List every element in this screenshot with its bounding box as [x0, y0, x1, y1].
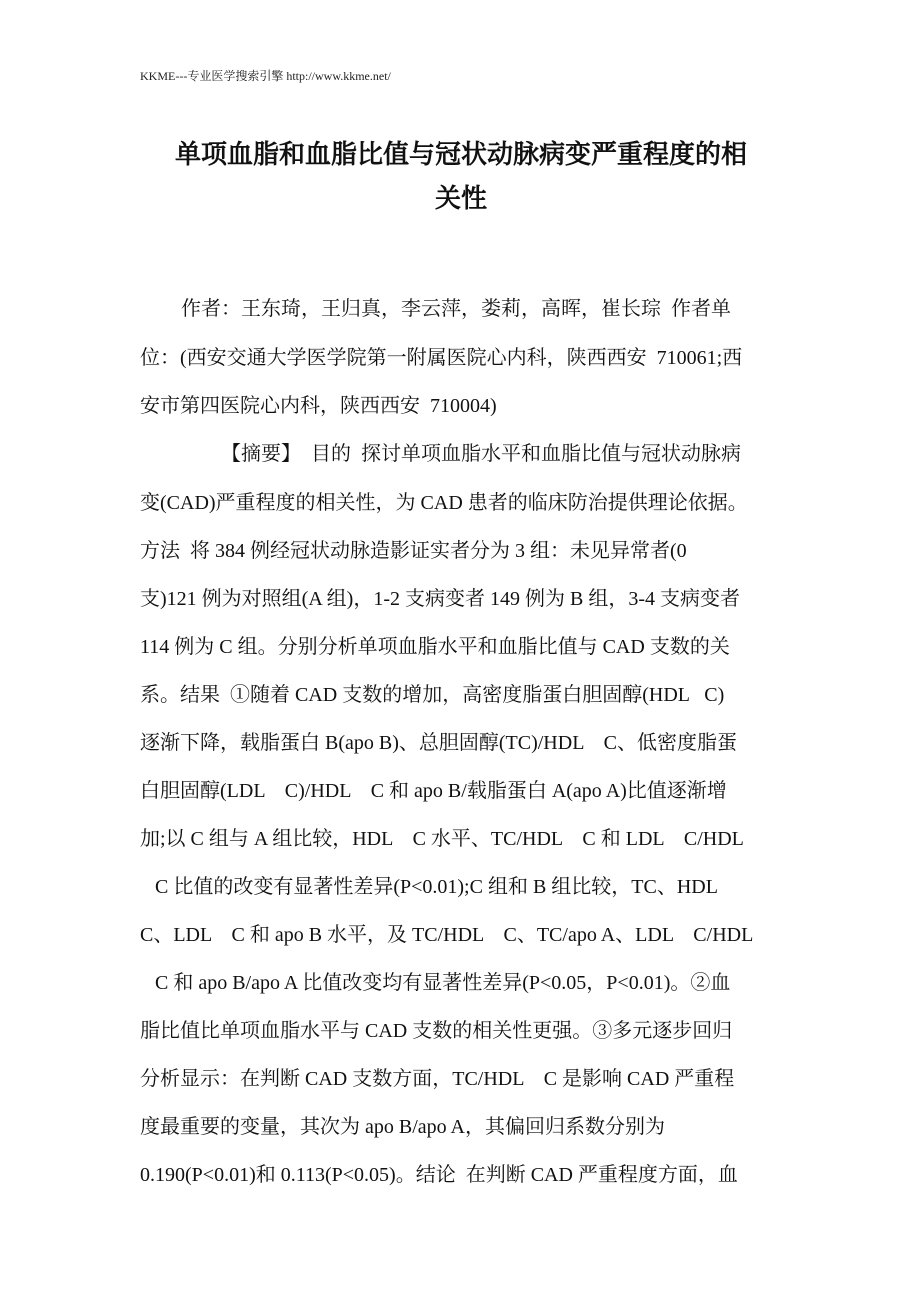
title-line: 关性 — [434, 184, 487, 214]
abstract-line: C 比值的改变有显著性差异(P<0.01);C 组和 B 组比较，TC、HDL — [140, 876, 718, 898]
abstract-line: C、LDL C 和 apo B 水平，及 TC/HDL C、TC/apo A、LDL C/HDL — [140, 924, 754, 946]
abstract-line: 支)121 例为对照组(A 组)，1-2 支病变者 149 例为 B 组，3-4 支病变者 — [140, 588, 740, 610]
site-header: KKME---专业医学搜索引擎 http://www.kkme.net/ — [140, 69, 391, 83]
author-line: 安市第四医院心内科，陕西西安 710004) — [140, 395, 497, 417]
abstract-line: C 和 apo B/apo A 比值改变均有显著性差异(P<0.05，P<0.01)。②血 — [140, 972, 731, 994]
abstract-line: 变(CAD)严重程度的相关性，为 CAD 患者的临床防治提供理论依据。 — [140, 492, 748, 514]
abstract-line: 系。结果 ①随着 CAD 支数的增加，高密度脂蛋白胆固醇(HDL C) — [140, 684, 725, 706]
abstract-line: 度最重要的变量，其次为 apo B/apo A，其偏回归系数分别为 — [140, 1116, 665, 1138]
title-line: 单项血脂和血脂比值与冠状动脉病变严重程度的相 — [174, 140, 747, 170]
abstract-line: 分析显示：在判断 CAD 支数方面，TC/HDL C 是影响 CAD 严重程 — [140, 1068, 735, 1090]
abstract-line: 白胆固醇(LDL C)/HDL C 和 apo B/载脂蛋白 A(apo A)比值逐渐增 — [140, 780, 727, 802]
abstract-line: 【摘要】 目的 探讨单项血脂水平和血脂比值与冠状动脉病 — [221, 443, 741, 465]
author-line: 作者：王东琦，王归真，李云萍，娄莉，高晖，崔长琮 作者单 — [181, 298, 731, 320]
abstract-line: 脂比值比单项血脂水平与 CAD 支数的相关性更强。③多元逐步回归 — [140, 1020, 733, 1042]
abstract-line: 逐渐下降，载脂蛋白 B(apo B)、总胆固醇(TC)/HDL C、低密度脂蛋 — [140, 732, 738, 754]
article-title — [140, 133, 782, 221]
abstract-line: 加;以 C 组与 A 组比较，HDL C 水平、TC/HDL C 和 LDL C/HDL — [140, 828, 744, 850]
abstract-line: 114 例为 C 组。分别分析单项血脂水平和血脂比值与 CAD 支数的关 — [140, 636, 730, 658]
author-line: 位：(西安交通大学医学院第一附属医院心内科，陕西西安 710061;西 — [140, 347, 743, 369]
abstract-line: 0.190(P<0.01)和 0.113(P<0.05)。结论 在判断 CAD 严重程度方面，血 — [140, 1164, 738, 1186]
abstract-line: 方法 将 384 例经冠状动脉造影证实者分为 3 组：未见异常者(0 — [140, 540, 687, 562]
